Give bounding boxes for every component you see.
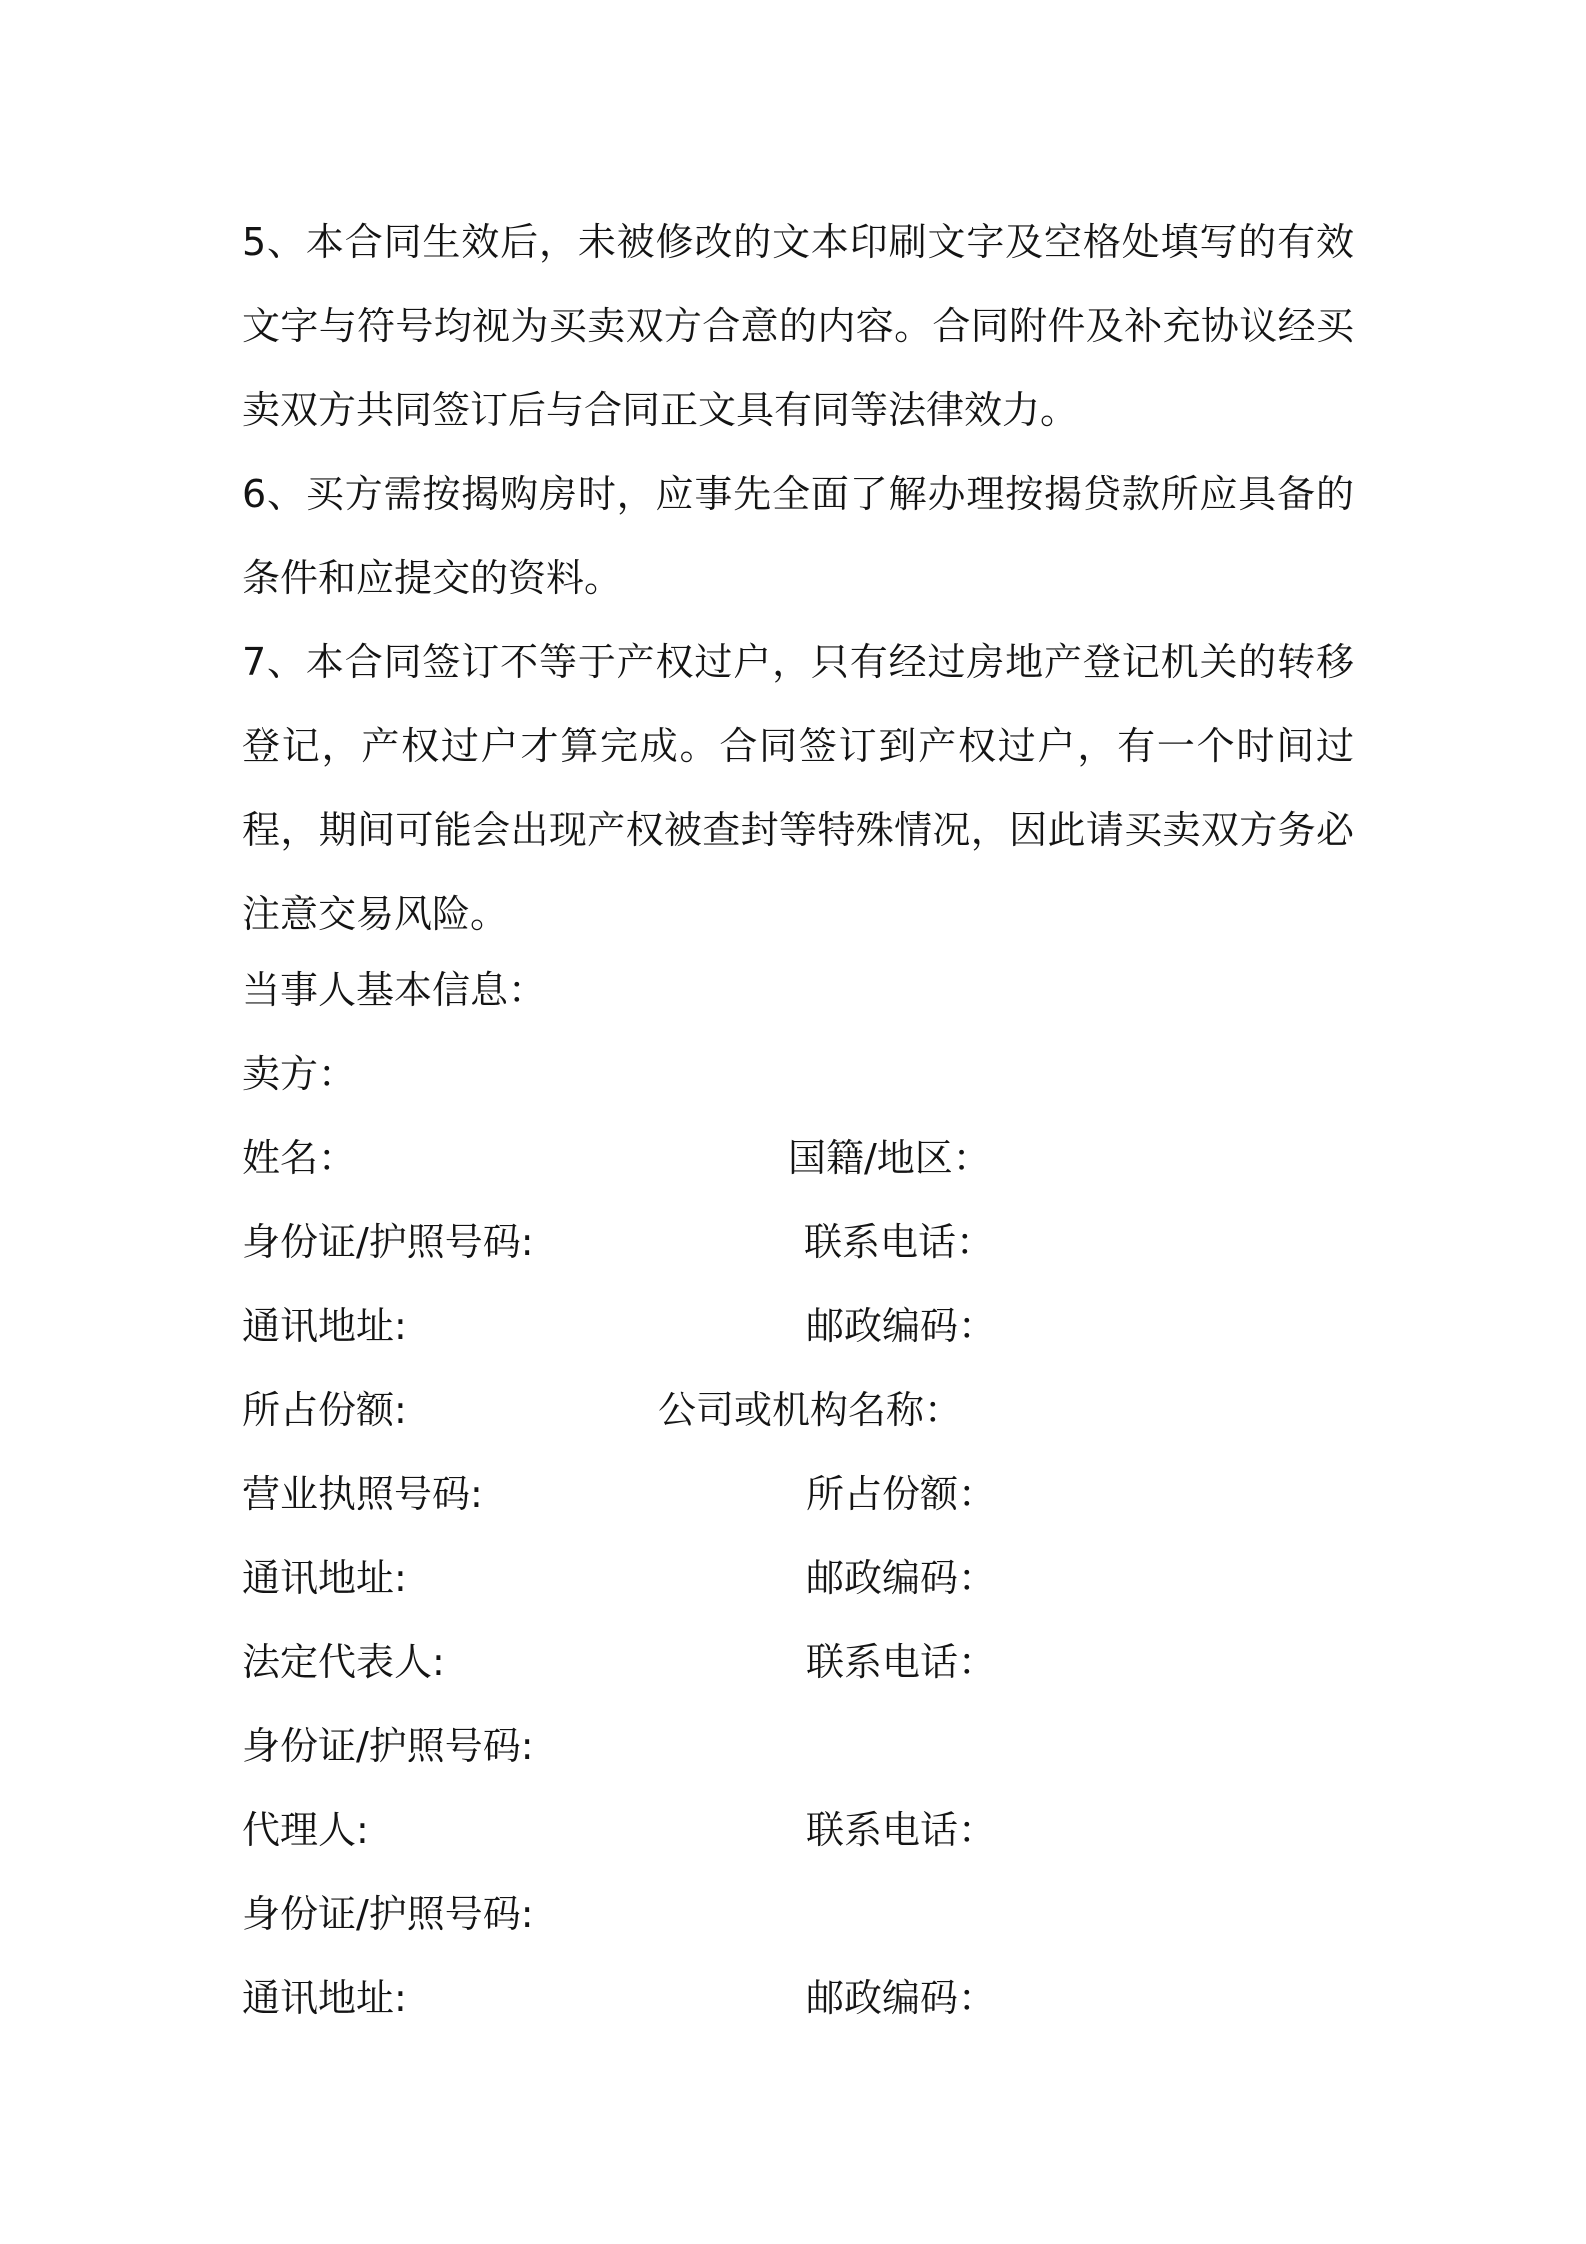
clause-7: 7、本合同签订不等于产权过户，只有经过房地产登记机关的转移登记，产权过户才算完成。合同签订到产权过户，有一个时间过程，期间可能会出现产权被查封等特殊情况，因此请买卖双方务必注意交易风险。 <box>242 640 1354 936</box>
info-row-legal-rep-id <box>242 1704 1354 1788</box>
id-passport-label: 身份证/护照号码: <box>242 1220 534 1264</box>
company-address-label: 通讯地址: <box>242 1556 407 1600</box>
legal-representative-label: 法定代表人: <box>242 1640 445 1684</box>
party-info-heading: 当事人基本信息： <box>242 968 547 1012</box>
company-name-label: 公司或机构名称： <box>658 1388 963 1432</box>
info-row-share <box>242 1368 1354 1452</box>
address-label: 通讯地址: <box>242 1304 407 1348</box>
postal-code-label: 邮政编码： <box>806 1304 997 1348</box>
info-row-agent <box>242 1788 1354 1872</box>
agent-label: 代理人: <box>242 1808 369 1852</box>
nationality-label: 国籍/地区： <box>788 1136 991 1180</box>
business-license-label: 营业执照号码: <box>242 1472 483 1516</box>
contract-clauses <box>242 200 1354 956</box>
company-share-label: 所占份额： <box>806 1472 997 1516</box>
agent-postal-code-label: 邮政编码： <box>806 1976 997 2020</box>
phone-label: 联系电话： <box>804 1220 995 1264</box>
share-label: 所占份额: <box>242 1388 407 1432</box>
legal-rep-id-label: 身份证/护照号码: <box>242 1724 534 1768</box>
clause-6: 6、买方需按揭购房时，应事先全面了解办理按揭贷款所应具备的条件和应提交的资料。 <box>242 472 1354 600</box>
clause-5: 5、本合同生效后，未被修改的文本印刷文字及空格处填写的有效文字与符号均视为买卖双方合意的内容。合同附件及补充协议经买卖双方共同签订后与合同正文具有同等法律效力。 <box>242 220 1354 432</box>
info-row-id <box>242 1200 1354 1284</box>
info-row-legal-rep <box>242 1620 1354 1704</box>
agent-id-label: 身份证/护照号码: <box>242 1892 534 1936</box>
name-label: 姓名： <box>242 1136 357 1180</box>
info-row-license <box>242 1452 1354 1536</box>
info-row-agent-address <box>242 1956 1354 2040</box>
info-row-agent-id <box>242 1872 1354 1956</box>
legal-rep-phone-label: 联系电话： <box>806 1640 997 1684</box>
info-row-company-address <box>242 1536 1354 1620</box>
info-row-name <box>242 1116 1354 1200</box>
company-postal-code-label: 邮政编码： <box>806 1556 997 1600</box>
agent-phone-label: 联系电话： <box>806 1808 997 1852</box>
agent-address-label: 通讯地址: <box>242 1976 407 2020</box>
info-row-address <box>242 1284 1354 1368</box>
seller-label: 卖方： <box>242 1052 357 1096</box>
